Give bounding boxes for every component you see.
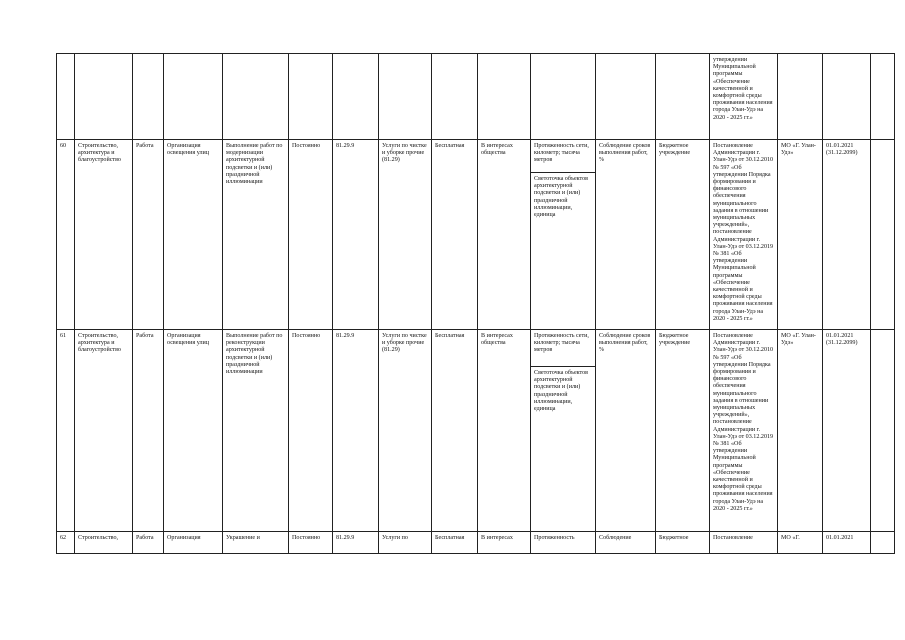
cell-indicator [531, 54, 596, 140]
cell-indicator [531, 330, 596, 532]
cell-institution: Бюджетное учреждение [656, 140, 710, 330]
cell-founder: МО «Г. [778, 532, 823, 554]
cell-kind: Работа [133, 330, 164, 532]
indicator-count: Светоточка объектов архитектурной подсветки и (или) праздничной иллюминации, единица [531, 172, 595, 222]
cell-okved: 81.29.9 [333, 532, 379, 554]
cell-num: 61 [57, 330, 75, 532]
cell-basis: Постановление Администрации г. Улан-Удэ от 30.12.2010 № 597 «Об утверждении Порядка формирования и финансового обеспечения муниципального задания в отношении муниципальных учреждений», постановление Администрации г. Улан-Удэ от 03.12.2019 № 381 «Об утверждении Муниципальной программы «Обеспечение качественной и комфортной среды проживания населения города Улан-Удэ на 2020 - 2025 гг.» [710, 330, 778, 532]
cell-service: Услуги по чистке и уборке прочие (81.29) [379, 330, 432, 532]
cell-service [379, 54, 432, 140]
cell-quality: Соблюдение сроков выполнения работ, % [596, 140, 656, 330]
cell-consumers: В интересах общества [478, 140, 531, 330]
cell-payment: Бесплатная [432, 532, 478, 554]
cell-basis: Постановление [710, 532, 778, 554]
cell-date: 01.01.2021 [823, 532, 871, 554]
cell-founder: МО «Г. Улан-Удэ» [778, 140, 823, 330]
cell-consumers: В интересах [478, 532, 531, 554]
cell-sphere: Строительство, архитектура и благоустройство [75, 330, 133, 532]
cell-content: Украшение и [223, 532, 289, 554]
cell-payment: Бесплатная [432, 330, 478, 532]
cell-date [823, 54, 871, 140]
cell-num [57, 54, 75, 140]
table-row [57, 54, 895, 140]
cell-periodicity: Постоянно [289, 330, 333, 532]
cell-name: Организация [164, 532, 223, 554]
cell-consumers [478, 54, 531, 140]
cell-name [164, 54, 223, 140]
cell-content: Выполнение работ по реконструкции архитектурной подсветки и (или) праздничной иллюминации [223, 330, 289, 532]
cell-extra [871, 140, 895, 330]
indicator-count: Светоточка объектов архитектурной подсветки и (или) праздничной иллюминации, единица [531, 366, 595, 416]
cell-name: Организация освещения улиц [164, 140, 223, 330]
cell-basis: Постановление Администрации г. Улан-Удэ от 30.12.2010 № 597 «Об утверждении Порядка формирования и финансового обеспечения муниципального задания в отношении муниципальных учреждений», постановление Администрации г. Улан-Удэ от 03.12.2019 № 381 «Об утверждении Муниципальной программы «Обеспечение качественной и комфортной среды проживания населения города Улан-Удэ на 2020 - 2025 гг.» [710, 140, 778, 330]
cell-periodicity: Постоянно [289, 532, 333, 554]
cell-sphere [75, 54, 133, 140]
cell-extra [871, 330, 895, 532]
cell-payment: Бесплатная [432, 140, 478, 330]
cell-content: Выполнение работ по модернизации архитектурной подсветки и (или) праздничной иллюминации [223, 140, 289, 330]
cell-okved: 81.29.9 [333, 330, 379, 532]
cell-num: 62 [57, 532, 75, 554]
cell-indicator: Протяженность [531, 532, 596, 554]
cell-quality [596, 54, 656, 140]
table-row [57, 532, 895, 554]
cell-consumers: В интересах общества [478, 330, 531, 532]
cell-institution: Бюджетное учреждение [656, 330, 710, 532]
cell-founder [778, 54, 823, 140]
cell-quality: Соблюдение [596, 532, 656, 554]
cell-okved: 81.29.9 [333, 140, 379, 330]
registry-table [56, 53, 895, 554]
cell-date: 01.01.2021 (31.12.2099) [823, 140, 871, 330]
indicator-volume: Протяженность сети, километр; тысяча метров [534, 333, 589, 354]
cell-periodicity: Постоянно [289, 140, 333, 330]
cell-quality: Соблюдение сроков выполнения работ, % [596, 330, 656, 532]
cell-date: 01.01.2021 (31.12.2099) [823, 330, 871, 532]
table-row [57, 330, 895, 532]
cell-basis: утверждении Муниципальной программы «Обеспечение качественной и комфортной среды проживания населения города Улан-Удэ на 2020 - 2025 гг.» [710, 54, 778, 140]
cell-service: Услуги по чистке и уборке прочие (81.29) [379, 140, 432, 330]
cell-sphere: Строительство, архитектура и благоустройство [75, 140, 133, 330]
cell-institution: Бюджетное [656, 532, 710, 554]
indicator-volume: Протяженность сети, километр; тысяча метров [534, 143, 589, 164]
cell-extra [871, 532, 895, 554]
cell-payment [432, 54, 478, 140]
cell-periodicity [289, 54, 333, 140]
cell-num: 60 [57, 140, 75, 330]
cell-extra [871, 54, 895, 140]
cell-founder: МО «Г. Улан-Удэ» [778, 330, 823, 532]
cell-content [223, 54, 289, 140]
cell-kind: Работа [133, 532, 164, 554]
cell-indicator [531, 140, 596, 330]
cell-service: Услуги по [379, 532, 432, 554]
cell-kind [133, 54, 164, 140]
cell-institution [656, 54, 710, 140]
table-row [57, 140, 895, 330]
cell-okved [333, 54, 379, 140]
cell-sphere: Строительство, [75, 532, 133, 554]
cell-name: Организация освещения улиц [164, 330, 223, 532]
cell-kind: Работа [133, 140, 164, 330]
